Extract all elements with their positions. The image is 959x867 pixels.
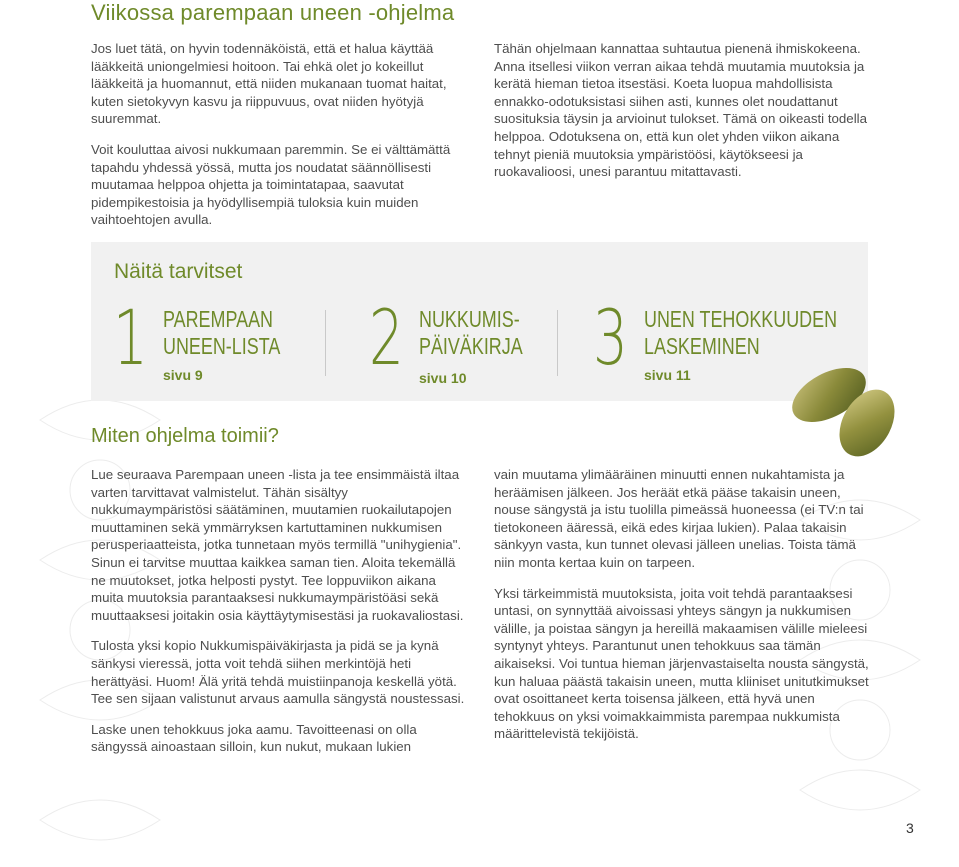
item-number: 1 [113, 293, 148, 382]
page-number: 3 [906, 820, 914, 836]
item-title-line1: PAREMPAAN [163, 306, 273, 332]
intro-paragraph [91, 141, 471, 229]
intro-paragraph-rest: Se ei välttämättä tapahdu yhdessä yössä, mutta jos noudatat säännöllisesti muutamaa helppoa ohjetta ja toimintatapaa, saavutat pidempikestoisia ja hyödyllisempiä tuloksia kuin muiden vaihtoehtojen avulla. [91, 141, 451, 228]
section-title: Miten ohjelma toimii? [91, 425, 279, 447]
item-page-ref: sivu 11 [644, 367, 691, 383]
how-paragraph: Yksi tärkeimmistä muutoksista, joita voit tehdä parantaaksesi untasi, on synnyttää aivoissasi yhteys sängyn ja nukkumisen välille, ja poistaa sängyn ja hereillä makaamisen välille mieleesi syntynyt yhteys. Parantunut unen tehokkuus saa tämän aikaiseksi. Voi tuntua hieman järjenvastaiselta nousta sängystä, kun haluaa päästä takaisin uneen, mutta kliiniset unitutkimukset ovat osoittaneet kerta toisensa jälkeen, että hyvä unen tehokkuus on yksi voimakkaimmista parempaa nukkumista määrittelevistä tekijöistä. [494, 585, 869, 742]
how-column-right [494, 466, 874, 756]
how-paragraph: Tulosta yksi kopio Nukkumispäiväkirjasta ja pidä se ja kynä sänkysi vieressä, jotta voit tehdä siihen merkintöjä heti herättyäsi. Huom! Älä yritä tehdä muistiinpanoja keskellä yötä. Tee sen sijaan valistunut arvaus aamulla sängystä noustessasi. [91, 638, 465, 707]
needs-panel [91, 242, 868, 401]
intro-emphasis: Voit kouluttaa aivosi nukkumaan paremmin. [91, 141, 348, 157]
intro-column-left [91, 40, 471, 242]
item-divider [557, 310, 558, 376]
how-paragraph: Lue seuraava Parempaan uneen -lista ja tee ensimmäistä iltaa varten tarvittavat valmistelut. Tähän sisältyy nukkumaympäristösi säätäminen, muutamien ruokailutapojen muuttaminen sekä ymmärryksen kartuttaminen nukkumisen perusperiaatteista, jotka tunnetaan myös termillä "unihygienia". Sinun ei tarvitse muuttaa kaikkea saman tien. Aloita tekemällä ne muutokset, jotka helposti pystyt. Tee loppuviikon aikana muita muutoksia parantaaksesi nukkumaympäristöäsi sekä muuttaaksesi joitakin osia käyttäytymisestäsi ja ruokavaliostasi. [91, 467, 464, 623]
needs-title: Näitä tarvitset [114, 260, 243, 283]
item-title-line2: PÄIVÄKIRJA [419, 333, 523, 359]
page-title: Viikossa parempaan uneen -ohjelma [91, 0, 455, 25]
item-page-ref: sivu 9 [163, 367, 203, 383]
item-title-line1: UNEN TEHOKKUUDEN [644, 306, 838, 332]
how-paragraph: vain muutama ylimääräinen minuutti ennen nukahtamista ja heräämisen jälkeen. Jos heräät etkä pääse takaisin uneen, nouse sängystä ja istu tuolilla pimeässä huoneessa (ei TV:n tai tietokoneen ääressä, eikä edes kirjaa lukien). Palaa takaisin sänkyyn vasta, kun tunnet olevasi jälleen unelias. Toista tämä niin monta kertaa kuin on tarpeen. [494, 467, 864, 570]
how-column-left [91, 466, 471, 769]
item-number: 2 [369, 293, 404, 382]
item-title-line2: LASKEMINEN [644, 333, 760, 359]
item-number: 3 [593, 293, 628, 382]
item-page-ref: sivu 10 [419, 370, 467, 386]
item-divider [325, 310, 326, 376]
item-title-line1: NUKKUMIS- [419, 306, 520, 332]
intro-paragraph: Tähän ohjelmaan kannattaa suhtautua pienenä ihmiskokeena. Anna itsellesi viikon verran aikaa tehdä muutamia muutoksia ja kerätä hieman tietoa itsestäsi. Koeta luopua mahdollisista ennakko-odotuksistasi siihen asti, kunnes olet noudattanut suosituksia täysin ja arvioinut tulokset. Tämä on oikeasti todella helppoa. Odotuksena on, että kun olet yhden viikon aikana tehnyt pieniä muutoksia ympäristöösi, käytökseesi ja ruokavalioosi, unesi parantuu mitattavasti. [494, 41, 868, 180]
intro-paragraph: Jos luet tätä, on hyvin todennäköistä, että et halua käyttää lääkkeitä uniongelmiesi hoitoon. Tai ehkä olet jo kokeillut lääkkeitä ja huomannut, että niiden mukanaan tuomat haitat, kuten sietokyvyn kasvu ja riippuvuus, ovat niiden hyötyjä suuremmat. [91, 41, 447, 127]
intro-column-right [494, 40, 874, 194]
pumpkin-seeds-image [787, 365, 907, 460]
how-paragraph: Laske unen tehokkuus joka aamu. Tavoitteenasi on olla sängyssä ainoastaan silloin, kun nukut, mukaan lukien [91, 721, 417, 755]
item-title-line2: UNEEN-LISTA [163, 333, 281, 359]
